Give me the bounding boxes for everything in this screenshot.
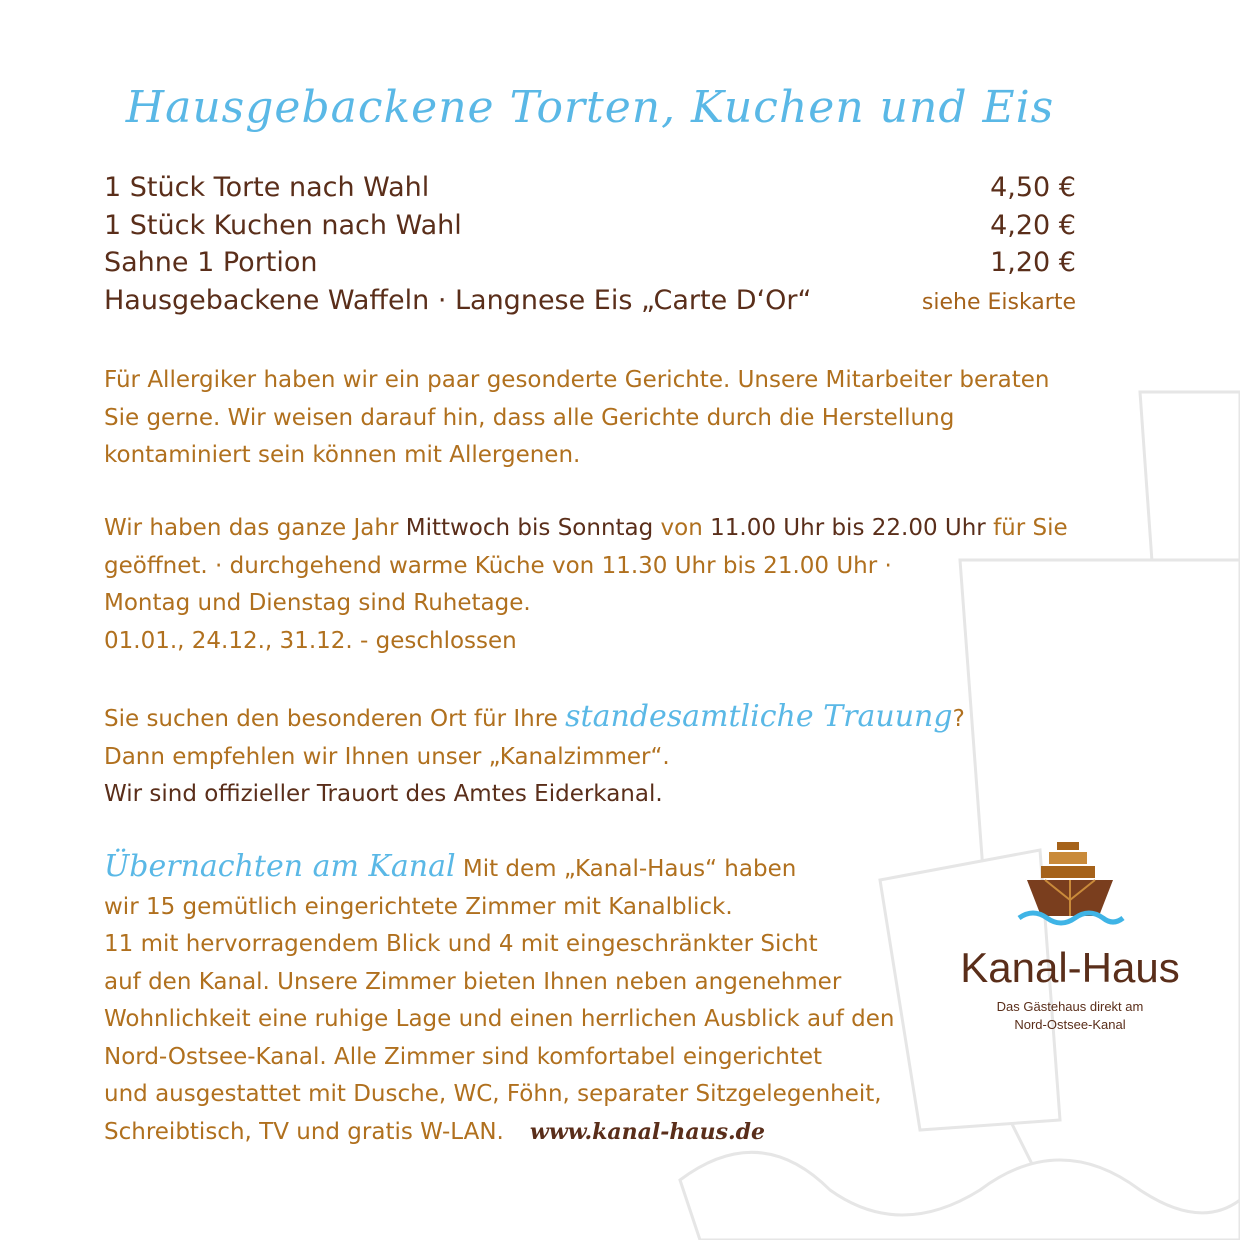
rooms-line: Nord-Ostsee-Kanal. Alle Zimmer sind komfortabel eingerichtet [104, 1043, 823, 1070]
menu-item-name: Hausgebackene Waffeln · Langnese Eis „Carte D‘Or“ [104, 284, 812, 316]
menu-row [104, 247, 1076, 285]
hours-line: geöffnet. · durchgehend warme Küche von 11.30 Uhr bis 21.00 Uhr · [104, 552, 892, 579]
rooms-line: auf den Kanal. Unsere Zimmer bieten Ihnen neben angenehmer [104, 968, 842, 995]
logo-tagline-line: Das Gästehaus direkt am [996, 999, 1144, 1014]
price-list [104, 172, 1076, 322]
wedding-line: Dann empfehlen wir Ihnen unser „Kanalzimmer“. [104, 743, 670, 770]
menu-item-price: siehe Eiskarte [921, 289, 1076, 315]
rooms-line: und ausgestattet mit Dusche, WC, Föhn, separater Sitzgelegenheit, [104, 1081, 882, 1107]
menu-item-name: 1 Stück Torte nach Wahl [104, 172, 430, 203]
hours-text: von [653, 515, 711, 541]
allergy-notice [104, 362, 1104, 475]
menu-item-name: 1 Stück Kuchen nach Wahl [104, 209, 462, 241]
rooms-text: Schreibtisch, TV und gratis W-LAN. [104, 1118, 504, 1145]
opening-hours [104, 510, 1104, 660]
menu-item-price: 1,20 € [990, 247, 1076, 278]
hours-text: für Sie [985, 515, 1068, 541]
rooms-line: wir 15 gemütlich eingerichtete Zimmer mit Kanalblick. [104, 893, 733, 920]
rooms-line [104, 1114, 1104, 1152]
rooms-text: Mit dem „Kanal-Haus“ haben [455, 856, 797, 882]
rooms-line: 11 mit hervorragendem Blick und 4 mit eingeschränkter Sicht [104, 931, 818, 957]
hours-line: 01.01., 24.12., 31.12. - geschlossen [104, 627, 517, 654]
menu-row [104, 285, 1076, 323]
hours-time: 11.00 Uhr bis 22.00 Uhr [710, 515, 986, 541]
kanal-haus-logo [930, 840, 1210, 1034]
hours-line [104, 510, 1104, 548]
wedding-script-heading: standesamtliche Trauung [565, 699, 953, 734]
logo-tagline [930, 998, 1210, 1034]
rooms-line: Wohnlichkeit eine ruhige Lage und einen herrlichen Ausblick auf den [104, 1006, 895, 1032]
menu-row [104, 210, 1076, 248]
logo-brand-name: Kanal-Haus [960, 944, 1180, 991]
website-link[interactable]: www.kanal-haus.de [529, 1118, 766, 1145]
menu-item-name: Sahne 1 Portion [104, 247, 318, 278]
allergy-line: Sie gerne. Wir weisen darauf hin, dass alle Gerichte durch die Herstellung [104, 404, 955, 431]
hours-days: Mittwoch bis Sonntag [405, 515, 654, 541]
wedding-line: Wir sind offizieller Trauort des Amtes Eiderkanal. [104, 781, 663, 807]
wedding-line [104, 698, 1104, 739]
wedding-section [104, 698, 1104, 814]
hours-text: Wir haben das ganze Jahr [104, 515, 406, 541]
page-title: Hausgebackene Torten, Kuchen und Eis [125, 82, 1055, 133]
rooms-script-heading: Übernachten am Kanal [104, 849, 456, 884]
allergy-line: Für Allergiker haben wir ein paar gesonderte Gerichte. Unsere Mitarbeiter beraten [104, 367, 1050, 393]
allergy-line: kontaminiert sein können mit Allergenen. [104, 442, 581, 468]
wedding-text: Sie suchen den besonderen Ort für Ihre [104, 706, 566, 732]
hours-line: Montag und Dienstag sind Ruhetage. [104, 590, 531, 616]
wedding-text: ? [952, 706, 965, 732]
ship-on-waves-icon [1015, 840, 1125, 940]
menu-item-price: 4,20 € [990, 209, 1076, 241]
menu-row [104, 172, 1076, 210]
logo-tagline-line: Nord-Ostsee-Kanal [1014, 1017, 1126, 1032]
menu-item-price: 4,50 € [990, 172, 1076, 203]
